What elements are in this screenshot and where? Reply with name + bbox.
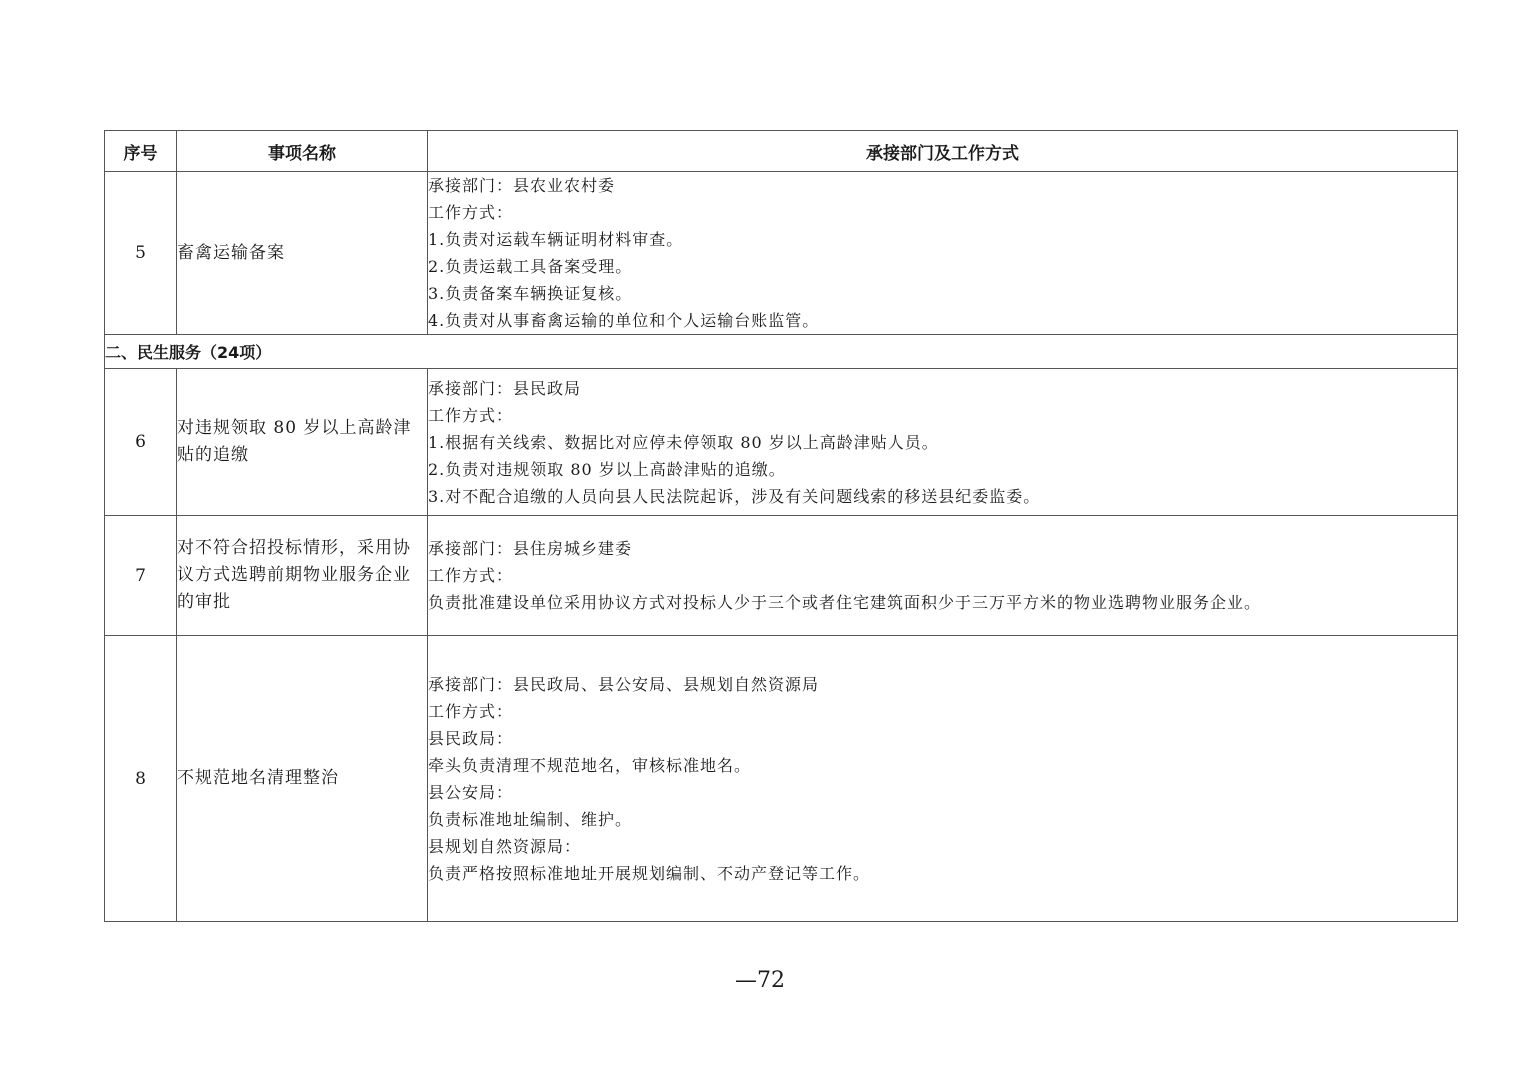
desc-line: 工作方式： (428, 701, 514, 721)
desc-line: 承接部门：县农业农村委 (428, 176, 616, 195)
desc-line: 2.负责对违规领取 80 岁以上高龄津贴的追缴。 (428, 459, 786, 479)
header-item-name: 事项名称 (177, 131, 428, 172)
row-description (428, 172, 1458, 335)
table-header-row (105, 131, 1458, 172)
row-item-name: 对不符合招投标情形，采用协议方式选聘前期物业服务企业的审批 (177, 516, 428, 636)
desc-line: 县民政局： (428, 728, 514, 748)
section-title: 二、民生服务（24项） (105, 335, 1458, 369)
row-number: 7 (105, 516, 177, 636)
desc-line: 承接部门：县住房城乡建委 (428, 539, 633, 558)
table-row (105, 369, 1458, 516)
desc-line: 牵头负责清理不规范地名，审核标准地名。 (428, 755, 752, 775)
row-description (428, 369, 1458, 516)
desc-line: 1.负责对运载车辆证明材料审查。 (428, 230, 684, 249)
desc-line: 1.根据有关线索、数据比对应停未停领取 80 岁以上高龄津贴人员。 (428, 432, 939, 452)
row-number: 6 (105, 369, 177, 516)
desc-line: 4.负责对从事畜禽运输的单位和个人运输台账监管。 (428, 311, 820, 330)
items-table (104, 130, 1458, 922)
page-number: —72 (735, 968, 785, 993)
row-number: 5 (105, 172, 177, 335)
desc-line: 县规划自然资源局： (428, 836, 582, 856)
table-row (105, 516, 1458, 636)
desc-line: 3.对不配合追缴的人员向县人民法院起诉，涉及有关问题线索的移送县纪委监委。 (428, 486, 1041, 506)
desc-line: 3.负责备案车辆换证复核。 (428, 284, 633, 303)
desc-line: 工作方式： (428, 566, 514, 585)
desc-line: 县公安局： (428, 782, 514, 802)
desc-line: 工作方式： (428, 203, 514, 222)
row-item-name: 对违规领取 80 岁以上高龄津贴的追缴 (177, 369, 428, 516)
desc-line: 2.负责运载工具备案受理。 (428, 257, 633, 276)
row-item-name: 畜禽运输备案 (177, 172, 428, 335)
desc-line: 承接部门：县民政局、县公安局、县规划自然资源局 (428, 674, 820, 694)
header-seq: 序号 (105, 131, 177, 172)
desc-line: 工作方式： (428, 405, 514, 425)
row-number: 8 (105, 636, 177, 922)
header-dept-method: 承接部门及工作方式 (428, 131, 1458, 172)
desc-line: 负责批准建设单位采用协议方式对投标人少于三个或者住宅建筑面积少于三万平方米的物业选聘物业服务企业。 (428, 593, 1262, 612)
table-row (105, 172, 1458, 335)
row-description (428, 516, 1458, 636)
row-description (428, 636, 1458, 922)
desc-line: 承接部门：县民政局 (428, 378, 582, 398)
row-item-name: 不规范地名清理整治 (177, 636, 428, 922)
desc-line: 负责严格按照标准地址开展规划编制、不动产登记等工作。 (428, 863, 871, 883)
section-row (105, 335, 1458, 369)
table-row (105, 636, 1458, 922)
desc-line: 负责标准地址编制、维护。 (428, 809, 633, 829)
